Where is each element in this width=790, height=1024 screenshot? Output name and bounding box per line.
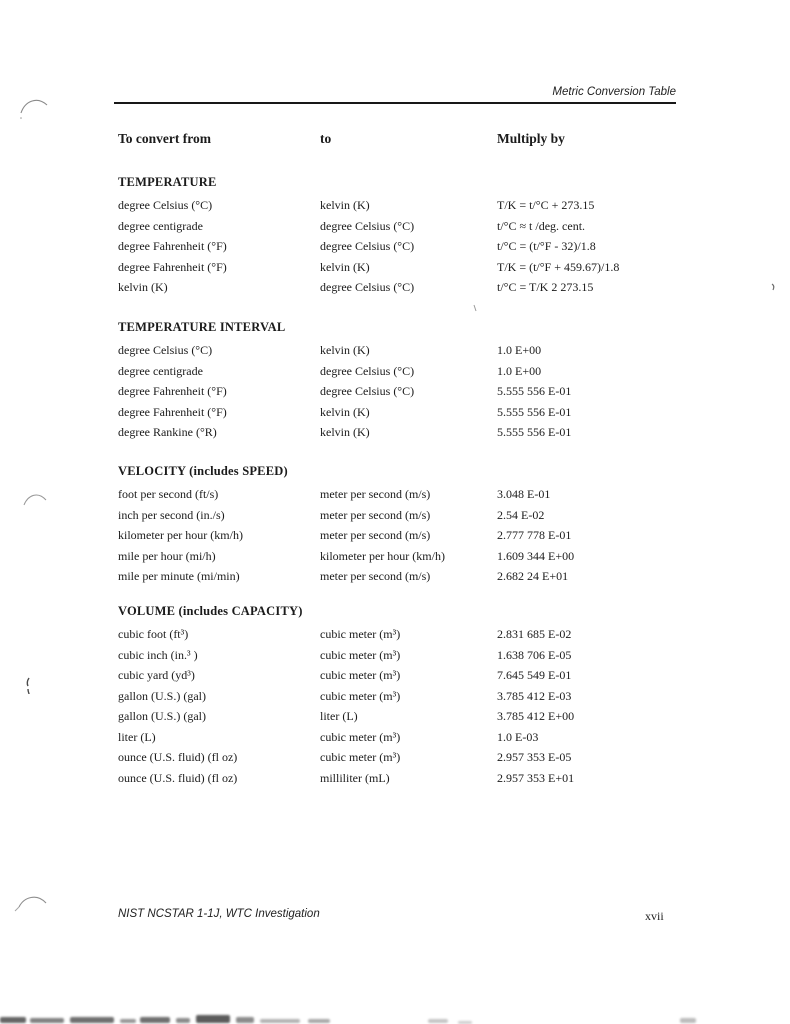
footer-report-title: NIST NCSTAR 1-1J, WTC Investigation [118, 908, 320, 920]
table-row [118, 361, 678, 382]
cell-convert-from: ounce (U.S. fluid) (fl oz) [118, 771, 238, 786]
scan-smudge [680, 1018, 696, 1023]
cell-convert-from: cubic inch (in.³ ) [118, 647, 198, 662]
scan-smudge [120, 1019, 136, 1023]
cell-multiply-by: T/K = t/°C + 273.15 [497, 198, 595, 212]
scan-smudge [0, 1017, 26, 1023]
cell-convert-from: ounce (U.S. fluid) (fl oz) [118, 750, 238, 765]
cell-convert-from: gallon (U.S.) (gal) [118, 688, 206, 703]
cell-to: cubic meter (m³) [320, 750, 401, 765]
cell-multiply-by: 3.048 E-01 [497, 486, 551, 501]
table-row [118, 624, 678, 645]
cell-multiply-by: 2.682 24 E+01 [497, 569, 569, 584]
scan-smudge [308, 1019, 330, 1023]
cell-multiply-by: 2.777 778 E-01 [497, 528, 572, 543]
cell-to: degree Celsius (°C) [320, 363, 415, 378]
footer-page-number: xvii [645, 909, 664, 923]
cell-convert-from: kilometer per hour (km/h) [118, 528, 243, 543]
table-row [118, 665, 678, 686]
table-row [118, 706, 678, 727]
cell-to: meter per second (m/s) [320, 528, 431, 543]
table-row [118, 195, 678, 216]
cell-to: degree Celsius (°C) [320, 239, 415, 254]
section-temperature-interval-rows [118, 340, 678, 443]
cell-convert-from: foot per second (ft/s) [118, 486, 219, 501]
table-row [118, 484, 678, 505]
table-row [118, 422, 678, 443]
cell-to: degree Celsius (°C) [320, 384, 415, 399]
cell-multiply-by: 5.555 556 E-01 [497, 404, 572, 419]
table-row [118, 381, 678, 402]
scan-comma-speck [772, 284, 774, 290]
cell-convert-from: cubic foot (ft³) [118, 626, 189, 641]
cell-to: cubic meter (m³) [320, 626, 401, 641]
cell-multiply-by: 1.0 E+00 [497, 363, 542, 378]
cell-convert-from: mile per minute (mi/min) [118, 569, 240, 584]
cell-convert-from: degree Fahrenheit (°F) [118, 404, 227, 419]
table-row [118, 525, 678, 546]
table-row [118, 236, 678, 257]
cell-to: meter per second (m/s) [320, 507, 431, 522]
table-row [118, 686, 678, 707]
column-header-multiply-by: Multiply by [497, 131, 565, 146]
cell-multiply-by: 2.831 685 E-02 [497, 626, 572, 641]
cell-multiply-by: 2.957 353 E+01 [497, 771, 575, 786]
scan-brace-mark [27, 678, 29, 694]
table-row [118, 257, 678, 278]
cell-to: degree Celsius (°C) [320, 280, 415, 295]
cell-multiply-by: 7.645 549 E-01 [497, 668, 572, 683]
table-row [118, 402, 678, 423]
cell-convert-from: mile per hour (mi/h) [118, 548, 216, 563]
cell-convert-from: liter (L) [118, 729, 156, 744]
column-header-to: to [320, 131, 332, 146]
cell-to: kelvin (K) [320, 425, 370, 440]
table-column-headers [118, 130, 678, 148]
column-header-convert-from: To convert from [118, 131, 211, 146]
cell-convert-from: gallon (U.S.) (gal) [118, 709, 206, 724]
cell-multiply-by: 3.785 412 E-03 [497, 688, 572, 703]
cell-convert-from: degree centigrade [118, 363, 203, 378]
table-row [118, 505, 678, 526]
scan-smudge [196, 1015, 230, 1023]
conversion-table [118, 148, 678, 789]
table-row [118, 645, 678, 666]
cell-to: cubic meter (m³) [320, 647, 401, 662]
running-header: Metric Conversion Table [114, 85, 676, 104]
cell-to: cubic meter (m³) [320, 688, 401, 703]
section-heading-temperature-interval: TEMPERATURE INTERVAL [118, 319, 286, 334]
cell-convert-from: degree centigrade [118, 218, 203, 233]
cell-multiply-by: t/°C = (t/°F - 32)/1.8 [497, 239, 596, 254]
cell-multiply-by: 1.0 E-03 [497, 729, 539, 744]
cell-to: meter per second (m/s) [320, 569, 431, 584]
scan-arc-mid-left [24, 495, 46, 505]
cell-convert-from: degree Celsius (°C) [118, 342, 213, 357]
table-row [118, 340, 678, 361]
cell-multiply-by: 3.785 412 E+00 [497, 709, 575, 724]
section-heading-temperature: TEMPERATURE [118, 175, 217, 189]
scan-smudge [236, 1017, 254, 1023]
cell-multiply-by: 2.957 353 E-05 [497, 750, 572, 765]
table-row [118, 566, 678, 587]
cell-convert-from: degree Fahrenheit (°F) [118, 259, 227, 274]
scan-smudge [176, 1018, 190, 1023]
cell-to: cubic meter (m³) [320, 668, 401, 683]
section-temperature-rows [118, 195, 678, 298]
cell-to: milliliter (mL) [320, 771, 390, 786]
cell-convert-from: cubic yard (yd³) [118, 668, 195, 683]
cell-to: degree Celsius (°C) [320, 218, 415, 233]
section-heading-volume: VOLUME (includes CAPACITY) [118, 603, 303, 618]
cell-to: cubic meter (m³) [320, 729, 401, 744]
table-row [118, 727, 678, 748]
scan-smudge [30, 1018, 64, 1023]
section-heading-velocity: VELOCITY (includes SPEED) [118, 463, 288, 478]
cell-multiply-by: 2.54 E-02 [497, 507, 545, 522]
section-velocity-rows [118, 484, 678, 587]
cell-convert-from: kelvin (K) [118, 280, 168, 295]
cell-multiply-by: 1.609 344 E+00 [497, 548, 575, 563]
cell-multiply-by: T/K = (t/°F + 459.67)/1.8 [497, 259, 620, 274]
scan-smudge [428, 1019, 448, 1023]
cell-multiply-by: 1.0 E+00 [497, 342, 542, 357]
cell-multiply-by: 5.555 556 E-01 [497, 384, 572, 399]
table-row [118, 768, 678, 789]
cell-to: meter per second (m/s) [320, 486, 431, 501]
cell-multiply-by: t/°C = T/K 2 273.15 [497, 280, 594, 295]
scan-smudge [70, 1017, 114, 1023]
cell-to: kelvin (K) [320, 259, 370, 274]
scan-arc-tail [15, 907, 19, 911]
cell-to: kelvin (K) [320, 342, 370, 357]
table-row [118, 216, 678, 237]
cell-convert-from: degree Rankine (°R) [118, 425, 217, 440]
cell-multiply-by: t/°C ≈ t /deg. cent. [497, 218, 586, 233]
cell-multiply-by: 5.555 556 E-01 [497, 425, 572, 440]
scan-smudge [140, 1017, 170, 1023]
scan-dot [20, 117, 22, 119]
table-row [118, 277, 678, 298]
cell-multiply-by: 1.638 706 E-05 [497, 647, 572, 662]
table-row [118, 546, 678, 567]
cell-to: kelvin (K) [320, 404, 370, 419]
table-row [118, 747, 678, 768]
cell-convert-from: degree Fahrenheit (°F) [118, 384, 227, 399]
cell-convert-from: degree Fahrenheit (°F) [118, 239, 227, 254]
section-volume-rows [118, 624, 678, 789]
scan-arc-top-left [21, 100, 47, 113]
cell-convert-from: degree Celsius (°C) [118, 198, 213, 212]
cell-to: liter (L) [320, 709, 358, 724]
scan-arc-bottom-left [19, 897, 46, 907]
scan-smudge [260, 1019, 300, 1023]
cell-convert-from: inch per second (in./s) [118, 507, 225, 522]
cell-to: kelvin (K) [320, 198, 370, 212]
cell-to: kilometer per hour (km/h) [320, 548, 445, 563]
